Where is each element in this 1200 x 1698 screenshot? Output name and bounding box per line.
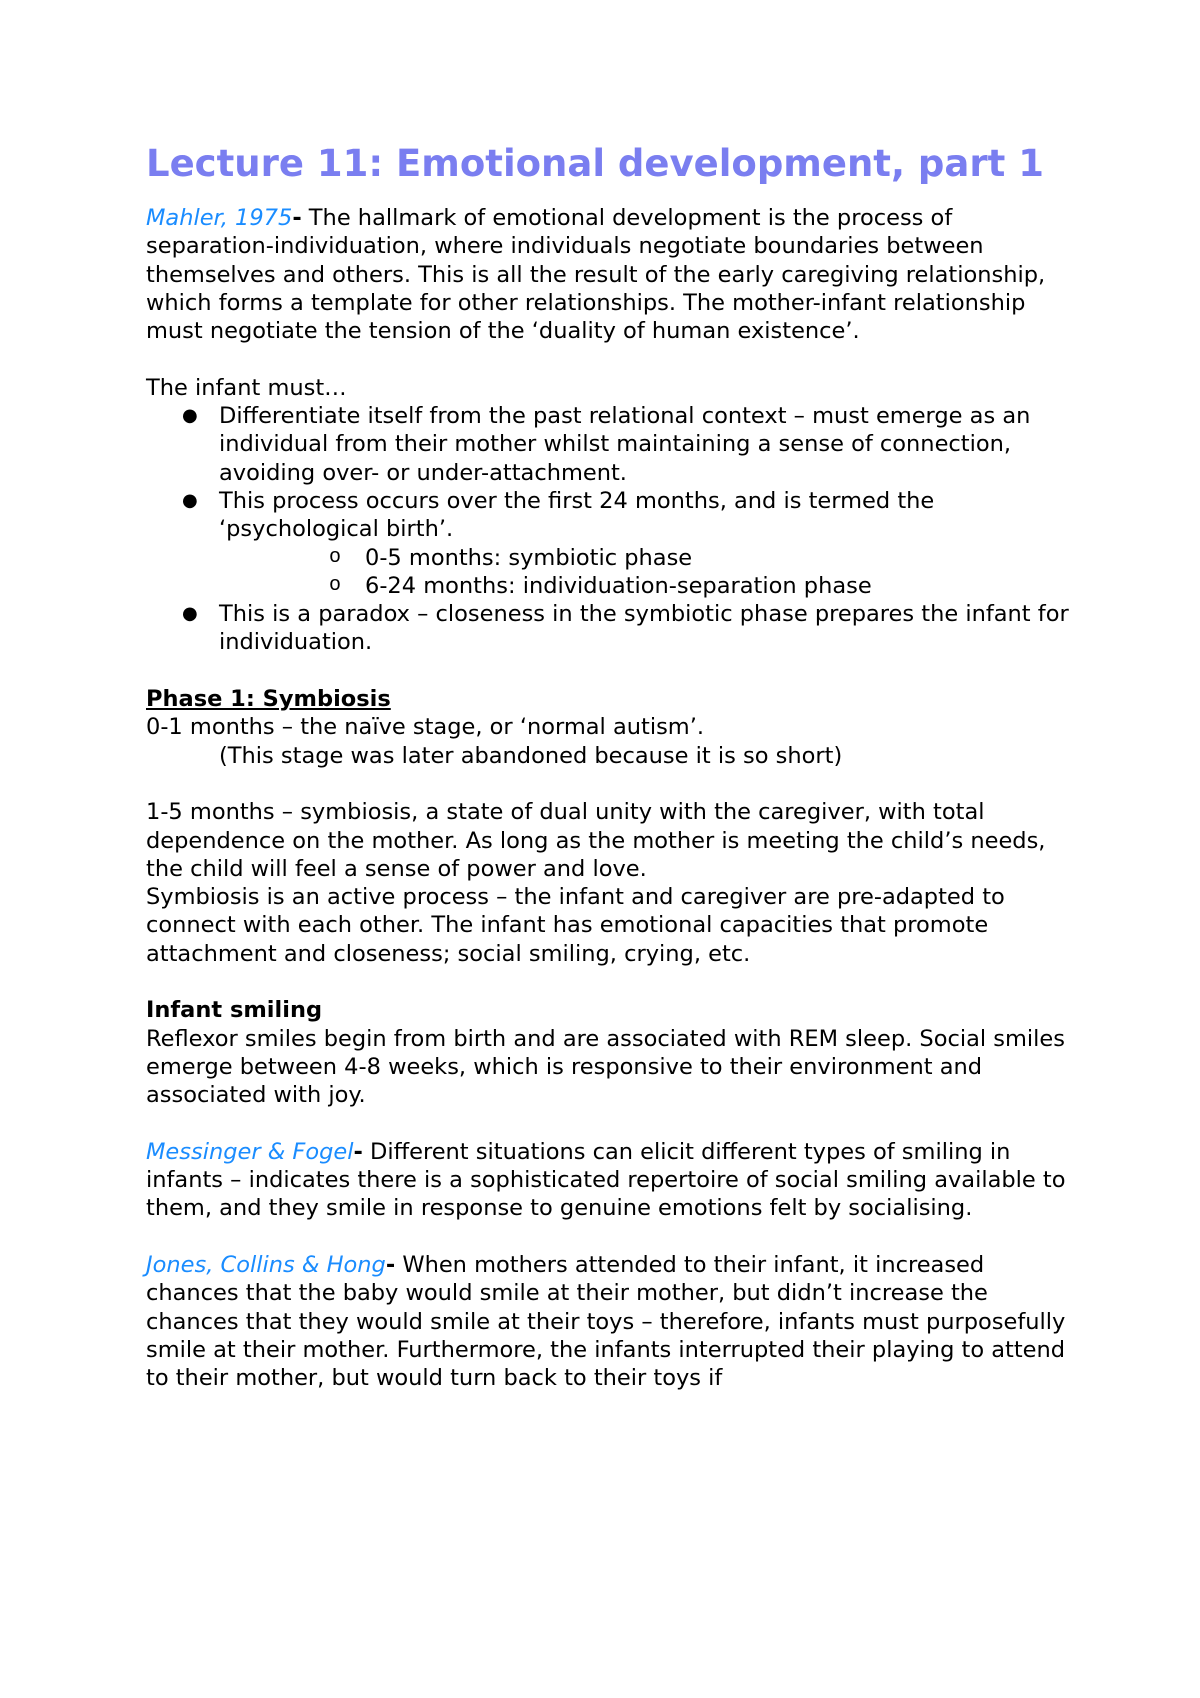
active-process-paragraph: Symbiosis is an active process – the infant and caregiver are pre-adapted to connect with each other. The infant has emotional capacities that promote attachment and closeness; social smiling, crying, etc. [146, 884, 1005, 967]
citation-dash: - [385, 1251, 396, 1278]
infant-must-intro: The infant must… [146, 374, 347, 401]
bullet-icon: ● [182, 405, 198, 427]
list-item [146, 600, 1081, 657]
list-item-text: Differentiate itself from the past relational context – must emerge as an individual from their mother whilst maintaining a sense of connection, avoiding over- or under-attachment. [219, 403, 1031, 486]
circle-bullet-icon: o [329, 573, 342, 597]
jones-citation: Jones, Collins & Hong [146, 1251, 386, 1278]
infant-must-list [146, 402, 1081, 657]
list-item-text: This is a paradox – closeness in the symbiotic phase prepares the infant for individuation. [219, 601, 1069, 656]
list-item [146, 487, 1081, 600]
messinger-citation: Messinger & Fogel [146, 1138, 354, 1165]
spacer [146, 1110, 1081, 1138]
spacer [146, 968, 1081, 996]
citation-dash: - [353, 1138, 363, 1165]
sub-list-item [219, 572, 1081, 600]
infant-smiling-paragraph: Reflexor smiles begin from birth and are associated with REM sleep. Social smiles emerge between 4-8 weeks, which is responsive to their environment and associated with joy. [146, 1025, 1065, 1109]
jones-paragraph [146, 1251, 1081, 1392]
jones-text: When mothers attended to their infant, it increased chances that the baby would smile at their mother, but didn’t increase the chances that they would smile at their toys – therefore, infants must purposefully smile at their mother. Furthermore, the infants interrupted their playing to attend to their mother, but would turn back to their toys if [146, 1251, 1066, 1392]
mahler-citation: Mahler, 1975 [146, 205, 293, 231]
mahler-paragraph [146, 204, 1081, 345]
messinger-paragraph [146, 1138, 1081, 1223]
naive-stage-note: (This stage was later abandoned because it is so short) [219, 742, 843, 769]
page-title: Lecture 11: Emotional development, part 1 [146, 142, 1044, 185]
document-page [146, 140, 1081, 1392]
phase1-heading: Phase 1: Symbiosis [146, 686, 391, 713]
sub-list-item [219, 544, 1081, 572]
spacer [146, 1223, 1081, 1251]
mahler-text: The hallmark of emotional development is the process of separation-individuation, where individuals negotiate boundaries between themselves and others. This is all the result of the early caregiving relationship, which forms a template for other relationships. The mother-infant relationship must negotiate the tension of the ‘duality of human existence’. [146, 205, 1046, 345]
infant-smiling-heading: Infant smiling [146, 997, 323, 1024]
bullet-icon: ● [182, 603, 198, 625]
circle-bullet-icon: o [329, 545, 342, 569]
sub-list-item-text: 0-5 months: symbiotic phase [365, 544, 693, 571]
symbiosis-paragraph: 1-5 months – symbiosis, a state of dual unity with the caregiver, with total dependence on the mother. As long as the mother is meeting the child’s needs, the child will feel a sense of power and love. [146, 799, 1046, 882]
spacer [146, 770, 1081, 798]
citation-dash: - [292, 205, 302, 231]
sub-list [219, 544, 1081, 601]
messinger-text: Different situations can elicit different types of smiling in infants – indicates there is a sophisticated repertoire of social smiling available to them, and they smile in response to genuine emotions felt by socialising. [146, 1138, 1066, 1222]
sub-list-item-text: 6-24 months: individuation-separation phase [365, 572, 872, 599]
spacer [146, 345, 1081, 373]
list-item [146, 402, 1081, 487]
list-item-text: This process occurs over the first 24 months, and is termed the ‘psychological birth’. [219, 487, 935, 543]
spacer [146, 657, 1081, 685]
naive-stage-text: 0-1 months – the naïve stage, or ‘normal autism’. [146, 714, 705, 741]
bullet-icon: ● [182, 489, 198, 511]
